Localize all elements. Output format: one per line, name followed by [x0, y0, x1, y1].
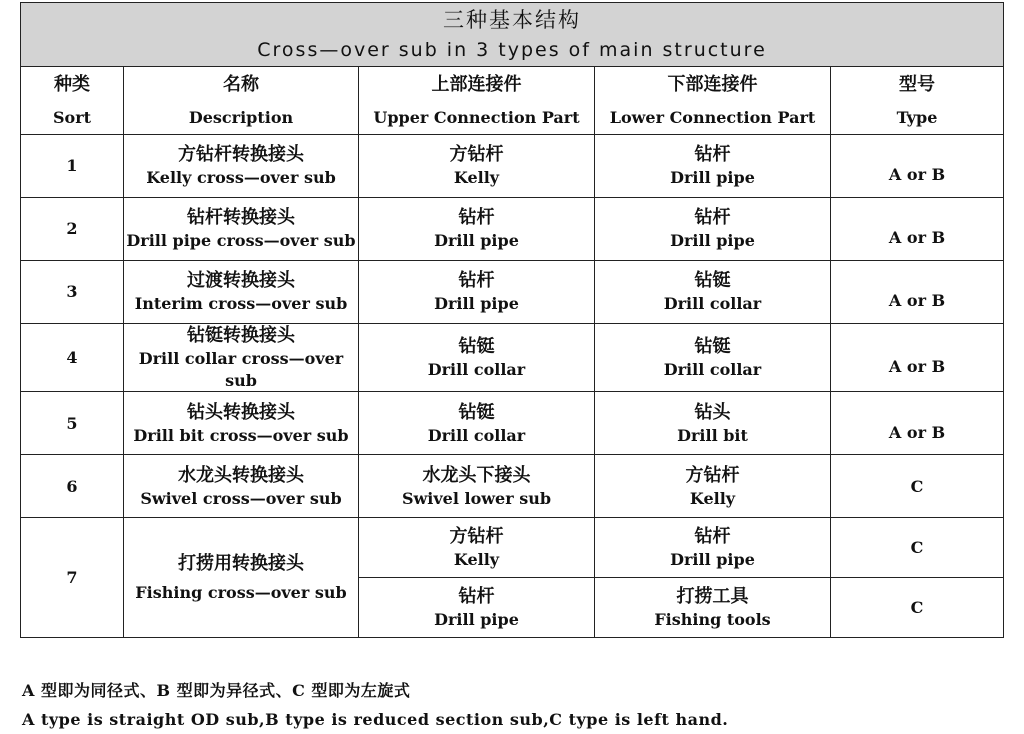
upper-en: Kelly — [453, 168, 500, 188]
lower-en: Drill pipe — [670, 168, 755, 188]
desc-en: Drill collar cross—over sub — [138, 349, 344, 390]
crossover-sub-table — [20, 2, 1004, 638]
upper-zh: 方钻杆 — [449, 526, 504, 548]
header-row — [21, 67, 1004, 135]
header-upper — [359, 67, 595, 135]
type-cell: C — [831, 518, 1004, 578]
upper-cell — [359, 198, 595, 261]
lower-zh: 钻杆 — [694, 207, 731, 229]
lower-cell — [595, 578, 831, 638]
lower-en: Drill collar — [663, 294, 762, 314]
type-cell: A or B — [831, 324, 1004, 392]
lower-cell — [595, 455, 831, 518]
lower-cell — [595, 518, 831, 578]
sort-cell: 5 — [21, 392, 124, 455]
lower-cell — [595, 261, 831, 324]
upper-zh: 钻铤 — [458, 335, 495, 357]
upper-zh: 钻杆 — [458, 207, 495, 229]
lower-cell — [595, 198, 831, 261]
note-zh: A 型即为同径式、B 型即为异径式、C 型即为左旋式 — [22, 681, 411, 700]
footnotes — [22, 676, 728, 734]
desc-zh: 钻头转换接头 — [187, 401, 295, 423]
header-en: Type — [896, 107, 938, 127]
lower-cell — [595, 324, 831, 392]
description-cell — [124, 455, 359, 518]
desc-zh: 钻铤转换接头 — [187, 325, 295, 346]
upper-en: Drill pipe — [434, 610, 519, 630]
lower-zh: 打捞工具 — [676, 586, 749, 608]
type-cell: A or B — [831, 135, 1004, 198]
lower-zh: 钻铤 — [694, 335, 731, 357]
description-cell — [124, 261, 359, 324]
upper-en: Drill collar — [427, 425, 526, 445]
description-cell — [124, 392, 359, 455]
title-en: Cross—over sub in 3 types of main structure — [257, 38, 767, 61]
desc-en: Interim cross—over sub — [134, 294, 348, 314]
upper-cell — [359, 518, 595, 578]
header-lower — [595, 67, 831, 135]
sort-cell: 1 — [21, 135, 124, 198]
description-cell — [124, 198, 359, 261]
note-en: A type is straight OD sub,B type is reduced section sub,C type is left hand. — [22, 710, 729, 729]
lower-en: Kelly — [689, 488, 736, 508]
desc-zh: 方钻杆转换接头 — [178, 144, 304, 166]
title-zh: 三种基本结构 — [443, 7, 582, 32]
desc-zh: 水龙头转换接头 — [178, 464, 304, 486]
lower-cell — [595, 392, 831, 455]
header-en: Description — [188, 107, 294, 127]
header-zh: 种类 — [54, 73, 90, 95]
upper-en: Drill pipe — [434, 231, 519, 251]
table-row — [21, 455, 1004, 518]
lower-en: Drill collar — [663, 360, 762, 380]
lower-en: Drill pipe — [670, 231, 755, 251]
upper-cell — [359, 392, 595, 455]
lower-en: Drill bit — [677, 425, 748, 445]
table-row — [21, 324, 1004, 392]
table-row — [21, 518, 1004, 578]
table-row — [21, 135, 1004, 198]
header-zh: 名称 — [223, 73, 259, 95]
upper-zh: 钻杆 — [458, 586, 495, 608]
desc-zh: 钻杆转换接头 — [187, 207, 295, 229]
lower-cell — [595, 135, 831, 198]
lower-zh: 钻头 — [694, 401, 731, 423]
type-cell: A or B — [831, 392, 1004, 455]
table-row — [21, 392, 1004, 455]
upper-cell — [359, 578, 595, 638]
desc-en: Swivel cross—over sub — [140, 488, 342, 508]
header-type — [831, 67, 1004, 135]
header-zh: 上部连接件 — [431, 73, 522, 95]
upper-zh: 方钻杆 — [449, 144, 504, 166]
header-en: Upper Connection Part — [373, 107, 580, 127]
upper-cell — [359, 135, 595, 198]
desc-en: Drill pipe cross—over sub — [126, 231, 356, 251]
description-cell — [124, 518, 359, 638]
type-cell: C — [831, 455, 1004, 518]
sort-cell: 7 — [21, 518, 124, 638]
desc-en: Kelly cross—over sub — [146, 168, 336, 188]
description-cell — [124, 135, 359, 198]
sort-cell: 4 — [21, 324, 124, 392]
description-cell — [124, 324, 359, 392]
upper-cell — [359, 261, 595, 324]
upper-en: Kelly — [453, 550, 500, 570]
desc-en: Fishing cross—over sub — [135, 583, 347, 603]
lower-zh: 钻铤 — [694, 270, 731, 292]
type-cell: A or B — [831, 198, 1004, 261]
lower-zh: 钻杆 — [694, 526, 731, 548]
header-description — [124, 67, 359, 135]
upper-zh: 水龙头下接头 — [422, 464, 531, 486]
sort-cell: 3 — [21, 261, 124, 324]
sort-cell: 6 — [21, 455, 124, 518]
table-row — [21, 261, 1004, 324]
header-en: Lower Connection Part — [609, 107, 816, 127]
header-zh: 下部连接件 — [667, 73, 758, 95]
lower-en: Fishing tools — [654, 610, 771, 630]
upper-en: Drill pipe — [434, 294, 519, 314]
sort-cell: 2 — [21, 198, 124, 261]
type-cell: A or B — [831, 261, 1004, 324]
upper-cell — [359, 324, 595, 392]
table-title — [21, 3, 1004, 67]
upper-cell — [359, 455, 595, 518]
upper-en: Drill collar — [427, 360, 526, 380]
desc-en: Drill bit cross—over sub — [133, 425, 349, 445]
lower-zh: 方钻杆 — [685, 464, 740, 486]
header-zh: 型号 — [899, 73, 936, 95]
desc-zh: 打捞用转换接头 — [178, 553, 304, 575]
type-cell: C — [831, 578, 1004, 638]
lower-zh: 钻杆 — [694, 144, 731, 166]
header-en: Sort — [52, 107, 92, 127]
upper-zh: 钻铤 — [458, 401, 495, 423]
lower-en: Drill pipe — [670, 550, 755, 570]
header-sort — [21, 67, 124, 135]
desc-zh: 过渡转换接头 — [187, 270, 295, 292]
table-row — [21, 198, 1004, 261]
upper-en: Swivel lower sub — [401, 488, 552, 508]
upper-zh: 钻杆 — [458, 270, 495, 292]
